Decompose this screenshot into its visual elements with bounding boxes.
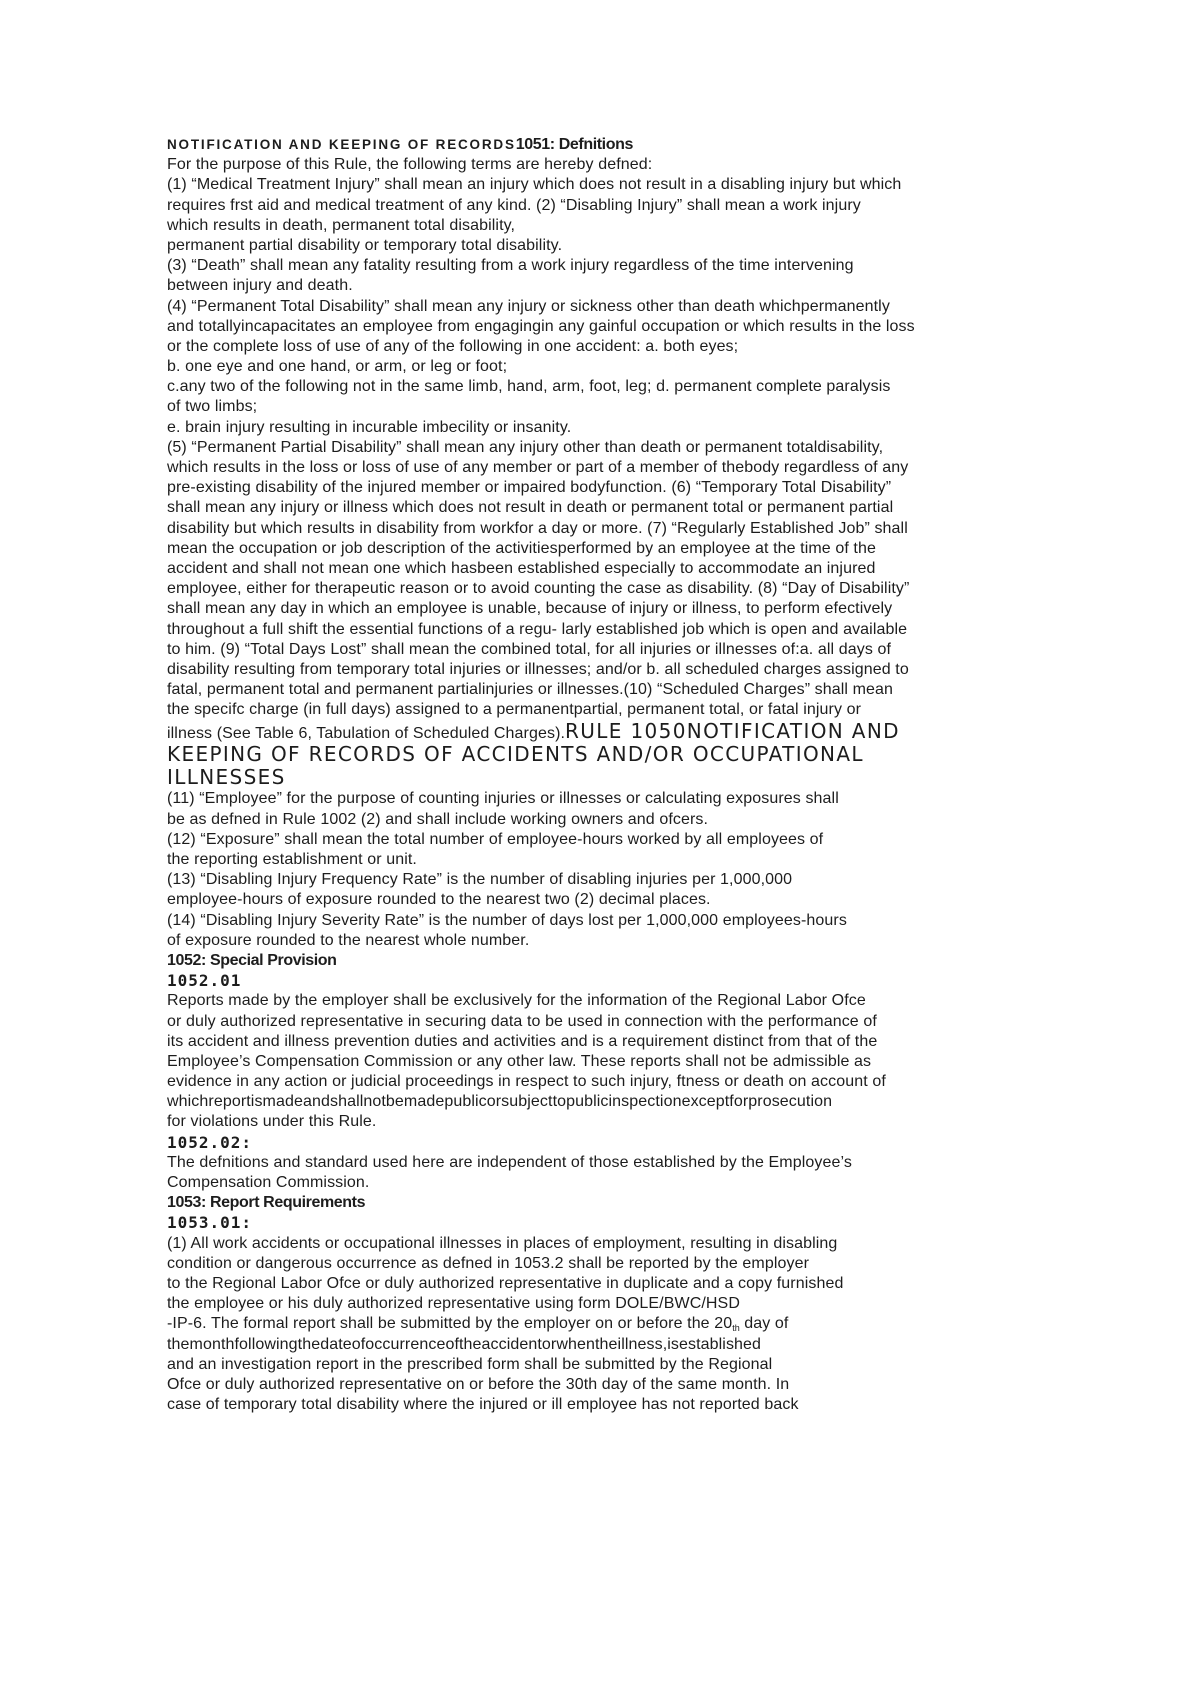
text-line: mean the occupation or job description of the activitiesperformed by an employee at the time of the xyxy=(167,539,876,557)
text-line: Employee’s Compensation Commission or any other law. These reports shall not be admissible as xyxy=(167,1052,872,1070)
text-line: disability but which results in disability from workfor a day or more. (7) “Regularly Established Job” shall xyxy=(167,519,908,537)
text-line: The defnitions and standard used here are independent of those established by the Employee’s xyxy=(167,1153,852,1171)
text-fragment: day of xyxy=(739,1315,789,1333)
text-line: the employee or his duly authorized representative using form DOLE/BWC/HSD xyxy=(167,1295,740,1313)
text-line: whichreportismadeandshallnotbemadepublicorsubjecttopublicinspectionexceptforprosecution xyxy=(167,1093,833,1111)
text-line: b. one eye and one hand, or arm, or leg or foot; xyxy=(167,358,508,376)
text-line: accident and shall not mean one which hasbeen established especially to accommodate an injured xyxy=(167,559,876,577)
text-line: or the complete loss of use of any of the following in one accident: a. both eyes; xyxy=(167,337,739,355)
text-line: Ofce or duly authorized representative on or before the 30th day of the same month. In xyxy=(167,1375,790,1393)
ordinal-suffix: th xyxy=(732,1323,740,1334)
text-line: to the Regional Labor Ofce or duly authorized representative in duplicate and a copy furnished xyxy=(167,1274,844,1292)
text-line: Compensation Commission. xyxy=(167,1174,370,1191)
document-title: NOTIFICATION AND KEEPING OF RECORDS xyxy=(167,137,516,152)
text-line: fatal, permanent total and permanent partialinjuries or illnesses.(10) “Scheduled Charges” shall mean xyxy=(167,681,894,699)
text-fragment: -IP-6. The formal report shall be submitted by the employer on or before the 20 xyxy=(167,1315,733,1333)
rule-title-line: RULE 1050NOTIFICATION AND xyxy=(565,719,900,744)
text-line: of exposure rounded to the nearest whole number. xyxy=(167,931,530,949)
document-header xyxy=(167,135,1177,155)
text-line: between injury and death. xyxy=(167,277,353,295)
text-line: (1) “Medical Treatment Injury” shall mean an injury which does not result in a disabling injury but which xyxy=(167,176,902,194)
text-line: and totallyincapacitates an employee from engagingin any gainful occupation or which results in the loss xyxy=(167,317,915,335)
text-line: shall mean any day in which an employee is unable, because of injury or illness, to perform efectively xyxy=(167,600,893,618)
text-line: (14) “Disabling Injury Severity Rate” is the number of days lost per 1,000,000 employees-hours xyxy=(167,911,847,929)
rule-title-line: ILLNESSES xyxy=(167,765,286,790)
text-line: (5) “Permanent Partial Disability” shall mean any injury other than death or permanent totaldisability, xyxy=(167,438,884,456)
text-line: (1) All work accidents or occupational illnesses in places of employment, resulting in disabling xyxy=(167,1234,838,1252)
section-heading-1051: 1051: Defnitions xyxy=(515,136,633,153)
text-line: be as defned in Rule 1002 (2) and shall include working owners and ofcers. xyxy=(167,810,709,828)
text-line: to him. (9) “Total Days Lost” shall mean the combined total, for all injuries or illnesses of:a. all days of xyxy=(167,640,892,658)
text-line: condition or dangerous occurrence as defned in 1053.2 shall be reported by the employer xyxy=(167,1254,809,1272)
rule-title-line: KEEPING OF RECORDS OF ACCIDENTS AND/OR OCCUPATIONAL xyxy=(167,742,864,767)
text-line: which results in the loss or loss of use of any member or part of a member of thebody regardless of any xyxy=(167,459,909,476)
text-line: permanent partial disability or temporary total disability. xyxy=(167,236,563,254)
subsection-number: 1052.02: xyxy=(167,1132,253,1152)
text-line-with-rule-title xyxy=(167,720,1177,743)
subsection-number: 1052.01 xyxy=(167,971,242,991)
text-fragment: illness (See Table 6, Tabulation of Scheduled Charges). xyxy=(167,725,566,743)
text-line: evidence in any action or judicial proceedings in respect to such injury, ftness or death on account of xyxy=(167,1073,886,1091)
section-heading-1052: 1052: Special Provision xyxy=(167,951,337,969)
text-line: (11) “Employee” for the purpose of counting injuries or illnesses or calculating exposures shall xyxy=(167,790,839,808)
text-line: Reports made by the employer shall be exclusively for the information of the Regional Labor Ofce xyxy=(167,992,866,1010)
text-line: or duly authorized representative in securing data to be used in connection with the performance of xyxy=(167,1012,877,1030)
section-heading-1053: 1053: Report Requirements xyxy=(167,1194,366,1212)
text-line: which results in death, permanent total disability, xyxy=(167,216,516,234)
text-line: case of temporary total disability where the injured or ill employee has not reported back xyxy=(167,1396,799,1414)
text-line: shall mean any injury or illness which does not result in death or permanent total or permanent partial xyxy=(167,499,894,517)
text-line: (13) “Disabling Injury Frequency Rate” is the number of disabling injuries per 1,000,000 xyxy=(167,871,793,889)
text-line: for violations under this Rule. xyxy=(167,1113,377,1131)
text-line: themonthfollowingthedateofoccurrenceoftheaccidentorwhentheillness,isestablished xyxy=(167,1335,762,1353)
text-line: its accident and illness prevention duties and activities and is a requirement distinct from that of the xyxy=(167,1032,878,1050)
text-line: (3) “Death” shall mean any fatality resulting from a work injury regardless of the time intervening xyxy=(167,257,854,275)
text-line: employee, either for therapeutic reason or to avoid counting the case as disability. (8) “Day of Disability” xyxy=(167,580,910,598)
text-line: throughout a full shift the essential functions of a regu- larly established job which is open and available xyxy=(167,620,908,638)
text-line: disability resulting from temporary total injuries or illnesses; and/or b. all scheduled charges assigned to xyxy=(167,660,909,678)
text-line xyxy=(167,1314,1177,1334)
text-line: requires frst aid and medical treatment of any kind. (2) “Disabling Injury” shall mean a work injury xyxy=(167,196,861,214)
text-line: the reporting establishment or unit. xyxy=(167,851,417,868)
subsection-number: 1053.01: xyxy=(167,1213,253,1233)
text-line: (4) “Permanent Total Disability” shall mean any injury or sickness other than death whichpermanently xyxy=(167,297,890,315)
text-line: the specifc charge (in full days) assigned to a permanentpartial, permanent total, or fatal injury or xyxy=(167,701,862,719)
text-line: (12) “Exposure” shall mean the total number of employee-hours worked by all employees of xyxy=(167,830,824,848)
text-line: For the purpose of this Rule, the following terms are hereby defned: xyxy=(167,156,653,174)
document-body xyxy=(167,135,1177,1415)
text-line: of two limbs; xyxy=(167,398,258,416)
text-line: c.any two of the following not in the same limb, hand, arm, foot, leg; d. permanent complete paralysis xyxy=(167,378,891,396)
text-line: employee-hours of exposure rounded to the nearest two (2) decimal places. xyxy=(167,891,711,909)
text-line: e. brain injury resulting in incurable imbecility or insanity. xyxy=(167,418,572,436)
text-line: pre-existing disability of the injured member or impaired bodyfunction. (6) “Temporary Total Disability” xyxy=(167,479,892,497)
text-line: and an investigation report in the prescribed form shall be submitted by the Regional xyxy=(167,1355,773,1373)
